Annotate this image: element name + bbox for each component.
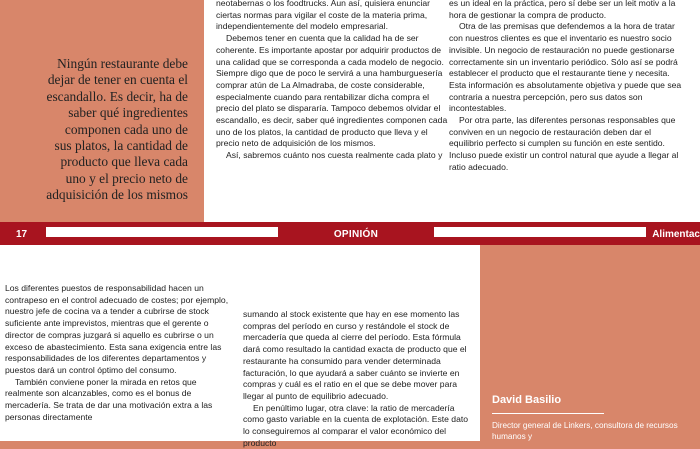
pull-quote: Ningún restaurante debe dejar de tener en cuenta el escandallo. Es decir, ha de saber qué ingredientes componen cada uno de sus platos, la cantidad de producto que lleva cada uno y el precio neto de adquisición de los mismos xyxy=(46,56,188,203)
section-label: OPINIÓN xyxy=(333,229,379,240)
paragraph: Los diferentes puestos de responsabilidad hacen un contrapeso en el control adecuado de costes; por ejemplo, nuestro jefe de cocina va a tender a cubrirse de stock suficiente ante imprevistos, mientras que el gerente o director de compras juzgará si aquello es cubrirse o un exceso de abastecimiento. Esta sana exigencia entre las responsabilidades de los diferentes departamentos y puestos dará un control óptimo del consumo. xyxy=(5,283,229,375)
paragraph: neotabernas o los foodtrucks. Aun así, quisiera enunciar ciertas normas para vigilar el coste de la materia prima, independientemente del modelo empresarial. xyxy=(216,0,431,32)
author-role: Director general de Linkers, consultora de recursos humanos y xyxy=(492,421,678,441)
author-divider xyxy=(492,413,604,414)
top-article xyxy=(204,0,700,222)
paragraph: También conviene poner la mirada en retos que realmente son alcanzables, como es el bonus de mercadería. Se trata de dar una motivación extra a las personas directamente xyxy=(5,376,213,422)
bottom-article xyxy=(0,245,480,448)
author-name: David Basilio xyxy=(492,394,562,406)
paragraph: Debemos tener en cuenta que la calidad ha de ser coherente. Es importante apostar por adquirir productos de una calidad que se corresponda a cada modelo de negocio. Siempre digo que de poco le servirá a una hamburguesería comprar atún de La Almadraba, de coste considerable, especialmente cuando para rentabilizar dicha compra el precio del plato se dispararía. Tampoco debemos olvidar el escandallo, es decir, saber qué ingredientes componen cada uno de los platos, la cantidad de producto que lleva y el precio neto de adquisición de los mismos. xyxy=(216,33,448,149)
band-divider-right xyxy=(434,227,646,237)
paragraph: sumando al stock existente que hay en ese momento las compras del período en curso y restándole el stock de mercadería que queda al cierre del período. Esta fórmula dará como resultado la cantidad exacta de producto que el restaurante ha consumido para vender determinada facturación, lo que ayudará a saber cuánto se invierte en compras y cuál es el ratio en el que se debe mover para llegar al punto de equilibrio adecuado. xyxy=(243,309,467,401)
bottom-right-column xyxy=(243,309,473,449)
next-section-label: Alimentac xyxy=(652,229,700,240)
author-box xyxy=(480,245,700,441)
bottom-left-column xyxy=(5,283,230,423)
section-band xyxy=(0,222,700,245)
paragraph: Así, sabremos cuánto nos cuesta realmente cada plato y xyxy=(226,150,443,161)
top-left-column xyxy=(216,0,448,162)
pull-quote-panel xyxy=(0,0,204,222)
top-right-column xyxy=(449,0,687,174)
paragraph: Otra de las premisas que defendemos a la hora de tratar con nuestros clientes es que el inventario es nuestro socio invisible. Un negocio de restauración no puede gestionarse correctamente sin un inventario periódico. Sólo así se podrá establecer el producto que el restaurante tiene y necesita. Esta información es absolutamente objetiva y puede que sea contraria a nuestra percepción, pero sus datos son incontestables. xyxy=(449,21,682,114)
paragraph: es un ideal en la práctica, pero sí debe ser un leit motiv a la hora de gestionar la compra de producto. xyxy=(449,0,676,20)
paragraph: Por otra parte, las diferentes personas responsables que conviven en un negocio de restauración deben dar el equilibrio perfecto si cumplen su función en este sentido. Incluso puede existir un control natural que ayude a llegar al ratio adecuado. xyxy=(449,115,679,172)
page-number: 17 xyxy=(16,229,28,240)
band-divider-left xyxy=(46,227,278,237)
paragraph: En penúltimo lugar, otra clave: la ratio de mercadería como gasto variable en la cuenta de explotación. Este dato lo conseguiremos al comparar el valor económico del producto xyxy=(243,402,469,448)
